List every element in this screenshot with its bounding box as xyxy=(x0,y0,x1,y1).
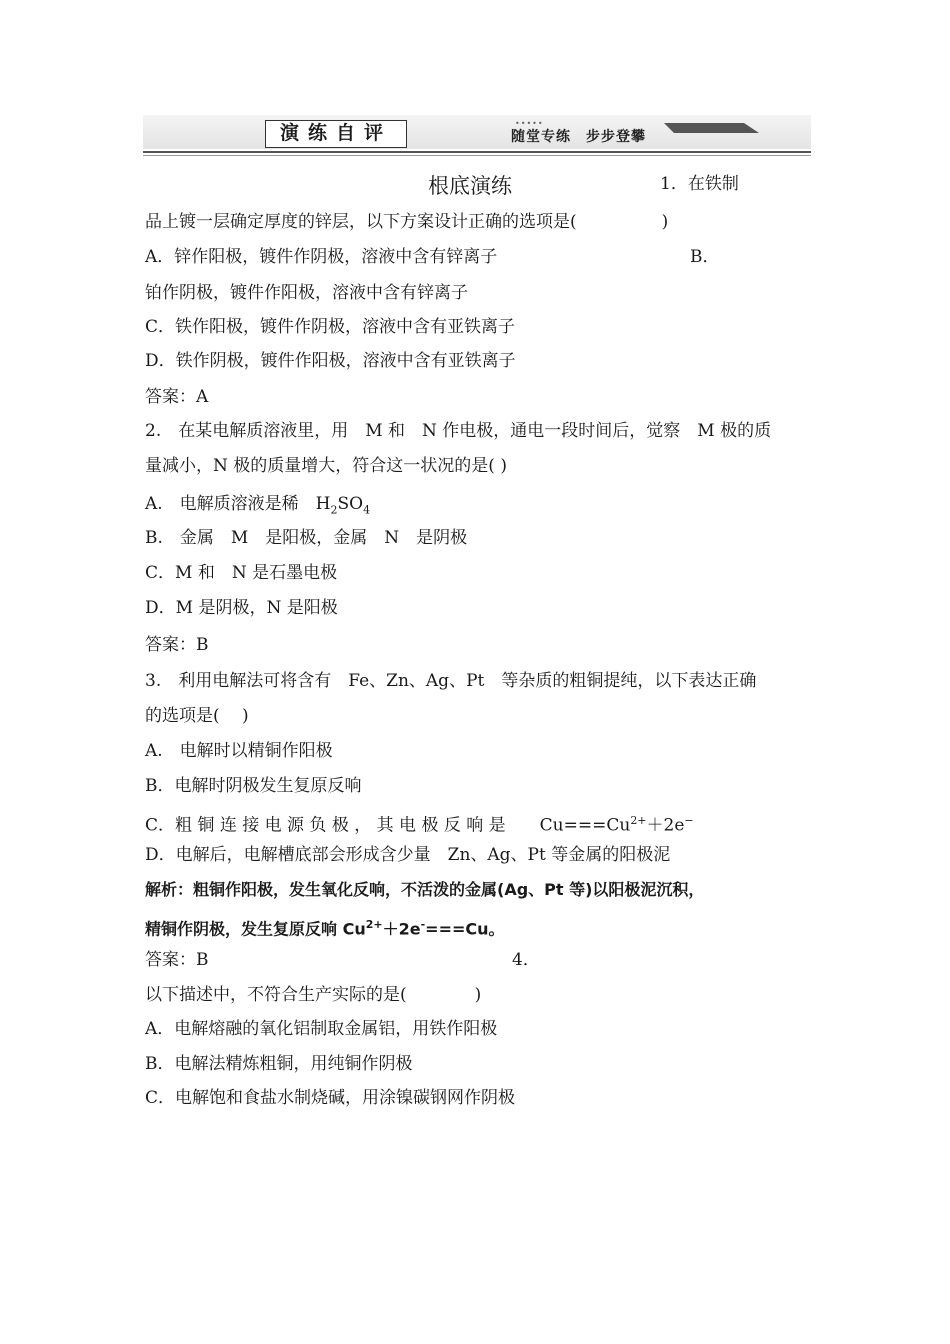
q3-option-b: B．电解时阴极发生复原反响 xyxy=(145,776,362,796)
q2-subscript-4: 4 xyxy=(363,503,371,517)
q2-answer: 答案：B xyxy=(145,635,209,655)
q2-option-b: B. 金属 M 是阳极，金属 N 是阴极 xyxy=(145,528,468,548)
banner-dots: ••••• xyxy=(515,119,544,128)
banner-subtitle: 随堂专练 步步登攀 xyxy=(511,129,646,145)
banner-divider xyxy=(143,151,811,153)
q3-analysis-line2 xyxy=(145,914,505,940)
q2-option-a xyxy=(145,493,370,521)
q1-answer: 答案：A xyxy=(145,387,209,407)
banner-arrow-icon xyxy=(664,123,764,133)
q3-option-c-mid: ＋2e xyxy=(646,815,685,836)
section-title: 根底演练 xyxy=(428,174,512,198)
q1-option-c: C．铁作阳极，镀件作阴极，溶液中含有亚铁离子 xyxy=(145,317,516,337)
q3-answer: 答案：B xyxy=(145,950,209,970)
q1-stem: 品上镀一层确定厚度的锌层，以下方案设计正确的选项是( ) xyxy=(145,212,669,232)
q2-subscript-2: 2 xyxy=(330,503,338,517)
q4-option-a: A．电解熔融的氧化铝制取金属铝，用铁作阳极 xyxy=(145,1019,498,1039)
q1-number: 1．在铁制 xyxy=(660,174,739,194)
q3-option-c xyxy=(145,810,694,837)
q1-option-b-label: B． xyxy=(690,247,720,267)
q2-option-a-prefix: A. 电解质溶液是稀 H xyxy=(145,494,331,514)
q2-stem-line1: 2. 在某电解质溶液里，用 M 和 N 作电极，通电一段时间后，觉察 M 极的质 xyxy=(145,421,772,441)
q3-option-c-prefix: C．粗 铜 连 接 电 源 负 极 ， 其 电 极 反 响 是 Cu===Cu xyxy=(145,815,631,836)
q4-option-b: B．电解法精炼粗铜，用纯铜作阴极 xyxy=(145,1054,413,1074)
q1-option-b: 铂作阴极，镀件作阳极，溶液中含有锌离子 xyxy=(145,283,468,303)
q1-option-a: A．锌作阳极，镀件作阴极，溶液中含有锌离子 xyxy=(145,247,498,267)
q2-option-d: D．M 是阴极，N 是阳极 xyxy=(145,598,338,618)
q3-option-a: A. 电解时以精铜作阳极 xyxy=(145,741,333,761)
q2-option-c: C．M 和 N 是石墨电极 xyxy=(145,563,338,583)
q3-stem-line2: 的选项是( ) xyxy=(145,706,249,726)
q3-analysis-electron: - xyxy=(420,918,426,931)
q3-analysis-line1: 解析：粗铜作阳极，发生氧化反响，不活泼的金属(Ag、Pt 等)以阳极泥沉积， xyxy=(145,880,705,899)
banner-divider-thin xyxy=(143,155,811,156)
q4-option-c: C．电解饱和食盐水制烧碱，用涂镍碳钢网作阴极 xyxy=(145,1088,516,1108)
q4-stem: 以下描述中，不符合生产实际的是( ) xyxy=(145,985,482,1005)
q4-number: 4． xyxy=(512,950,540,970)
q3-analysis-mid: ＋2e xyxy=(382,919,421,939)
q3-analysis-charge: 2+ xyxy=(365,918,383,931)
q3-option-c-electron: − xyxy=(684,814,694,827)
q3-option-d: D．电解后，电解槽底部会形成含少量 Zn、Ag、Pt 等金属的阳极泥 xyxy=(145,845,671,865)
q2-option-a-mid: SO xyxy=(337,494,364,514)
banner-title: 演练自评 xyxy=(265,120,407,148)
q3-analysis-prefix: 精铜作阴极，发生复原反响 Cu xyxy=(145,919,366,939)
q3-option-c-charge: 2+ xyxy=(630,814,647,827)
q2-stem-line2: 量减小，N 极的质量增大，符合这一状况的是( ) xyxy=(145,456,507,476)
q3-analysis-suffix: ===Cu。 xyxy=(425,919,505,939)
q3-stem-line1: 3. 利用电解法可将含有 Fe、Zn、Ag、Pt 等杂质的粗铜提纯，以下表达正确 xyxy=(145,671,757,691)
q1-option-d: D．铁作阴极，镀件作阳极，溶液中含有亚铁离子 xyxy=(145,351,516,371)
section-banner xyxy=(143,115,811,155)
